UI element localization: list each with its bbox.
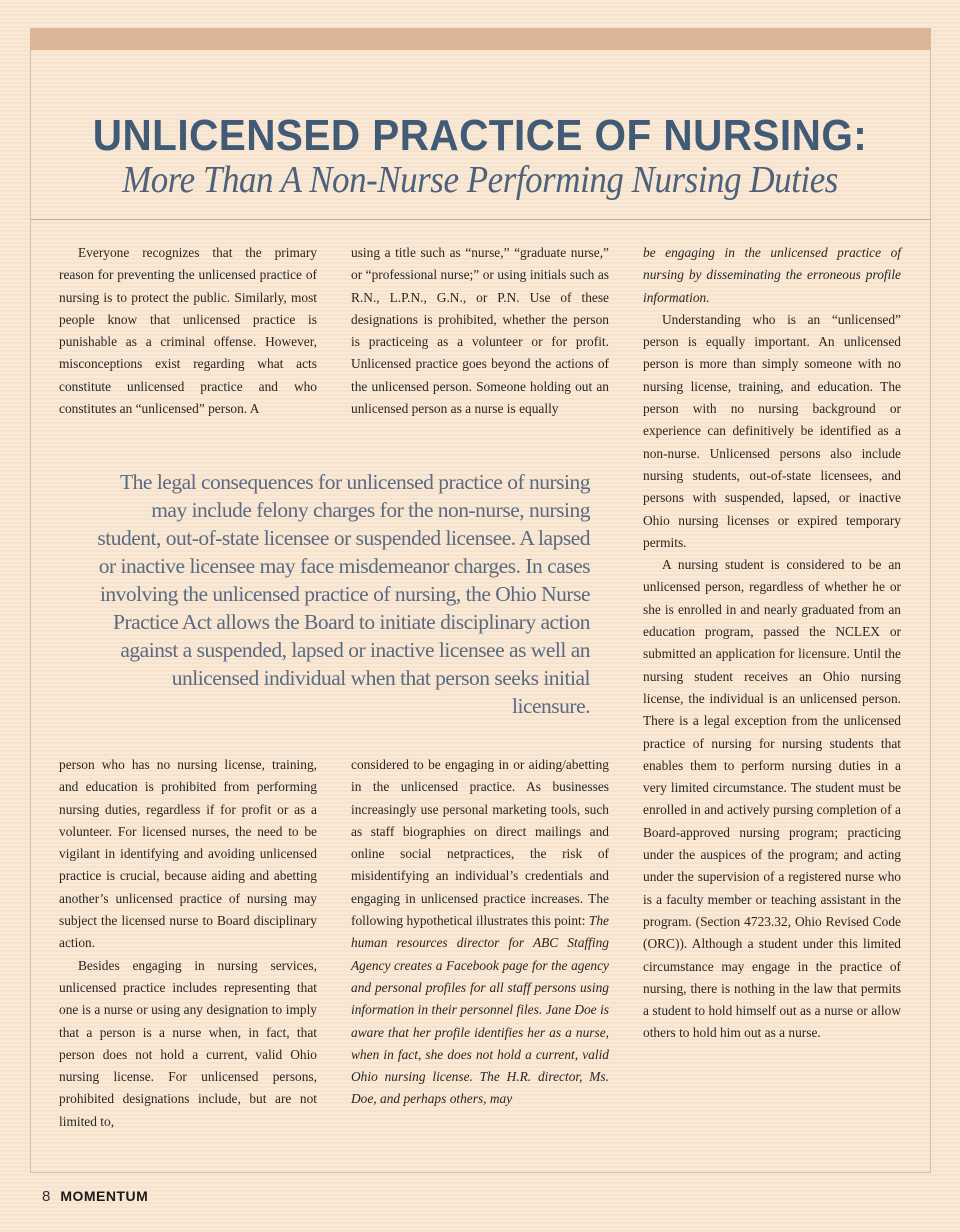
column-2-top [351, 242, 609, 420]
paragraph [351, 754, 609, 1111]
paragraph-text: considered to be engaging in or aiding/abetting in the unlicensed practice. As businesses increasingly use personal marketing tools, such as staff biographies on direct mailings and online social netpractices, the risk of misidentifying an individual’s credentials and engaging in unlicensed practice increases. The following hypothetical illustrates this point: [351, 757, 609, 929]
paragraph: Everyone recognizes that the primary reason for preventing the unlicensed practice of nursing is to protect the public. Similarly, most people know that unlicensed practice is punishable as a criminal offense. However, misconceptions exist regarding what acts constitute unlicensed practice and who constitutes an “unlicensed” person. A [59, 245, 317, 417]
header-bar [30, 28, 931, 50]
article-subtitle: More Than A Non-Nurse Performing Nursing Duties [122, 159, 838, 201]
magazine-name: MOMENTUM [60, 1188, 149, 1204]
column-1-top [59, 242, 317, 420]
paragraph: Understanding who is an “unlicensed” person is equally important. An unlicensed person is more than simply someone with no nursing license, training, and education. The person with no nursing background or experience can definitively be identified as a non-nurse. Unlicensed persons also include nursing students, out-of-state licensees, and persons with suspended, lapsed, or inactive Ohio nursing licenses or expired temporary permits. [643, 311, 901, 550]
pull-quote: The legal consequences for unlicensed practice of nursing may include felony charges for the non-nurse, nursing student, out-of-state licensee or suspended licensee. A lapsed or inactive licensee may face misdemeanor charges. In cases involving the unlicensed practice of nursing, the Ohio Nurse Practice Act allows the Board to initiate disciplinary action against a suspended, lapsed or inactive licensee as well an unlicensed individual when that person seeks initial licensure. [97, 470, 590, 718]
column-2-bottom [351, 754, 609, 1111]
paragraph: person who has no nursing license, training, and education is prohibited from performing nursing duties, regardless if for profit or as a volunteer. For licensed nurses, the need to be vigilant in identifying and avoiding unlicensed practice is crucial, because aiding and abetting another’s unlicensed practice of nursing may subject the licensed nurse to Board disciplinary action. [59, 757, 317, 951]
paragraph: using a title such as “nurse,” “graduate nurse,” or “professional nurse;” or using initials such as R.N., L.P.N., G.N., or P.N. Use of these designations is prohibited, whether the person is practiceing as a volunteer or for profit. Unlicensed practice goes beyond the actions of the unlicensed person. Someone holding out an unlicensed person as a nurse is equally [351, 245, 609, 417]
article-title: UNLICENSED PRACTICE OF NURSING: [92, 111, 868, 160]
paragraph: A nursing student is considered to be an unlicensed person, regardless of whether he or she is enrolled in and nearly graduated from an education program, passed the NCLEX or submitted an application for licensure. Until the nursing student receives an Ohio nursing license, the individual is an unlicensed person. There is a legal exception from the unlicensed practice of nursing for nursing students that enables them to perform nursing duties in a very limited circumstance. The student must be enrolled in and actively pursing completion of a Board-approved nursing program; practicing under the auspices of the program; and acting under the supervision of a registered nurse who is a faculty member or teaching assistant in the program. (Section 4723.32, Ohio Revised Code (ORC)). Although a student under this limited circumstance may engage in the practice of nursing, there is nothing in the law that permits a student to hold himself out as a nurse or allow others to hold him out as a nurse. [643, 557, 901, 1041]
paragraph: Besides engaging in nursing services, unlicensed practice includes representing that one is a nurse or using any designation to imply that a person is a nurse when, in fact, that person does not hold a current, valid Ohio nursing license. For unlicensed persons, prohibited designations include, but are not limited to, [59, 957, 317, 1129]
hypothetical-example: The human resources director for ABC Staffing Agency creates a Facebook page for the agency and personal profiles for all staff persons using information in their personnel files. Jane Doe is aware that her profile identifies her as a nurse, when in fact, she does not hold a current, valid Ohio nursing license. The H.R. director, Ms. Doe, and perhaps others, may [351, 913, 609, 1107]
title-divider [30, 219, 931, 220]
page-number: 8 [42, 1188, 51, 1205]
column-1-bottom [59, 754, 317, 1133]
page-footer [42, 1186, 148, 1207]
column-3 [643, 242, 901, 1045]
hypothetical-example-end: be engaging in the unlicensed practice of nursing by disseminating the erroneous profile information. [643, 245, 901, 305]
